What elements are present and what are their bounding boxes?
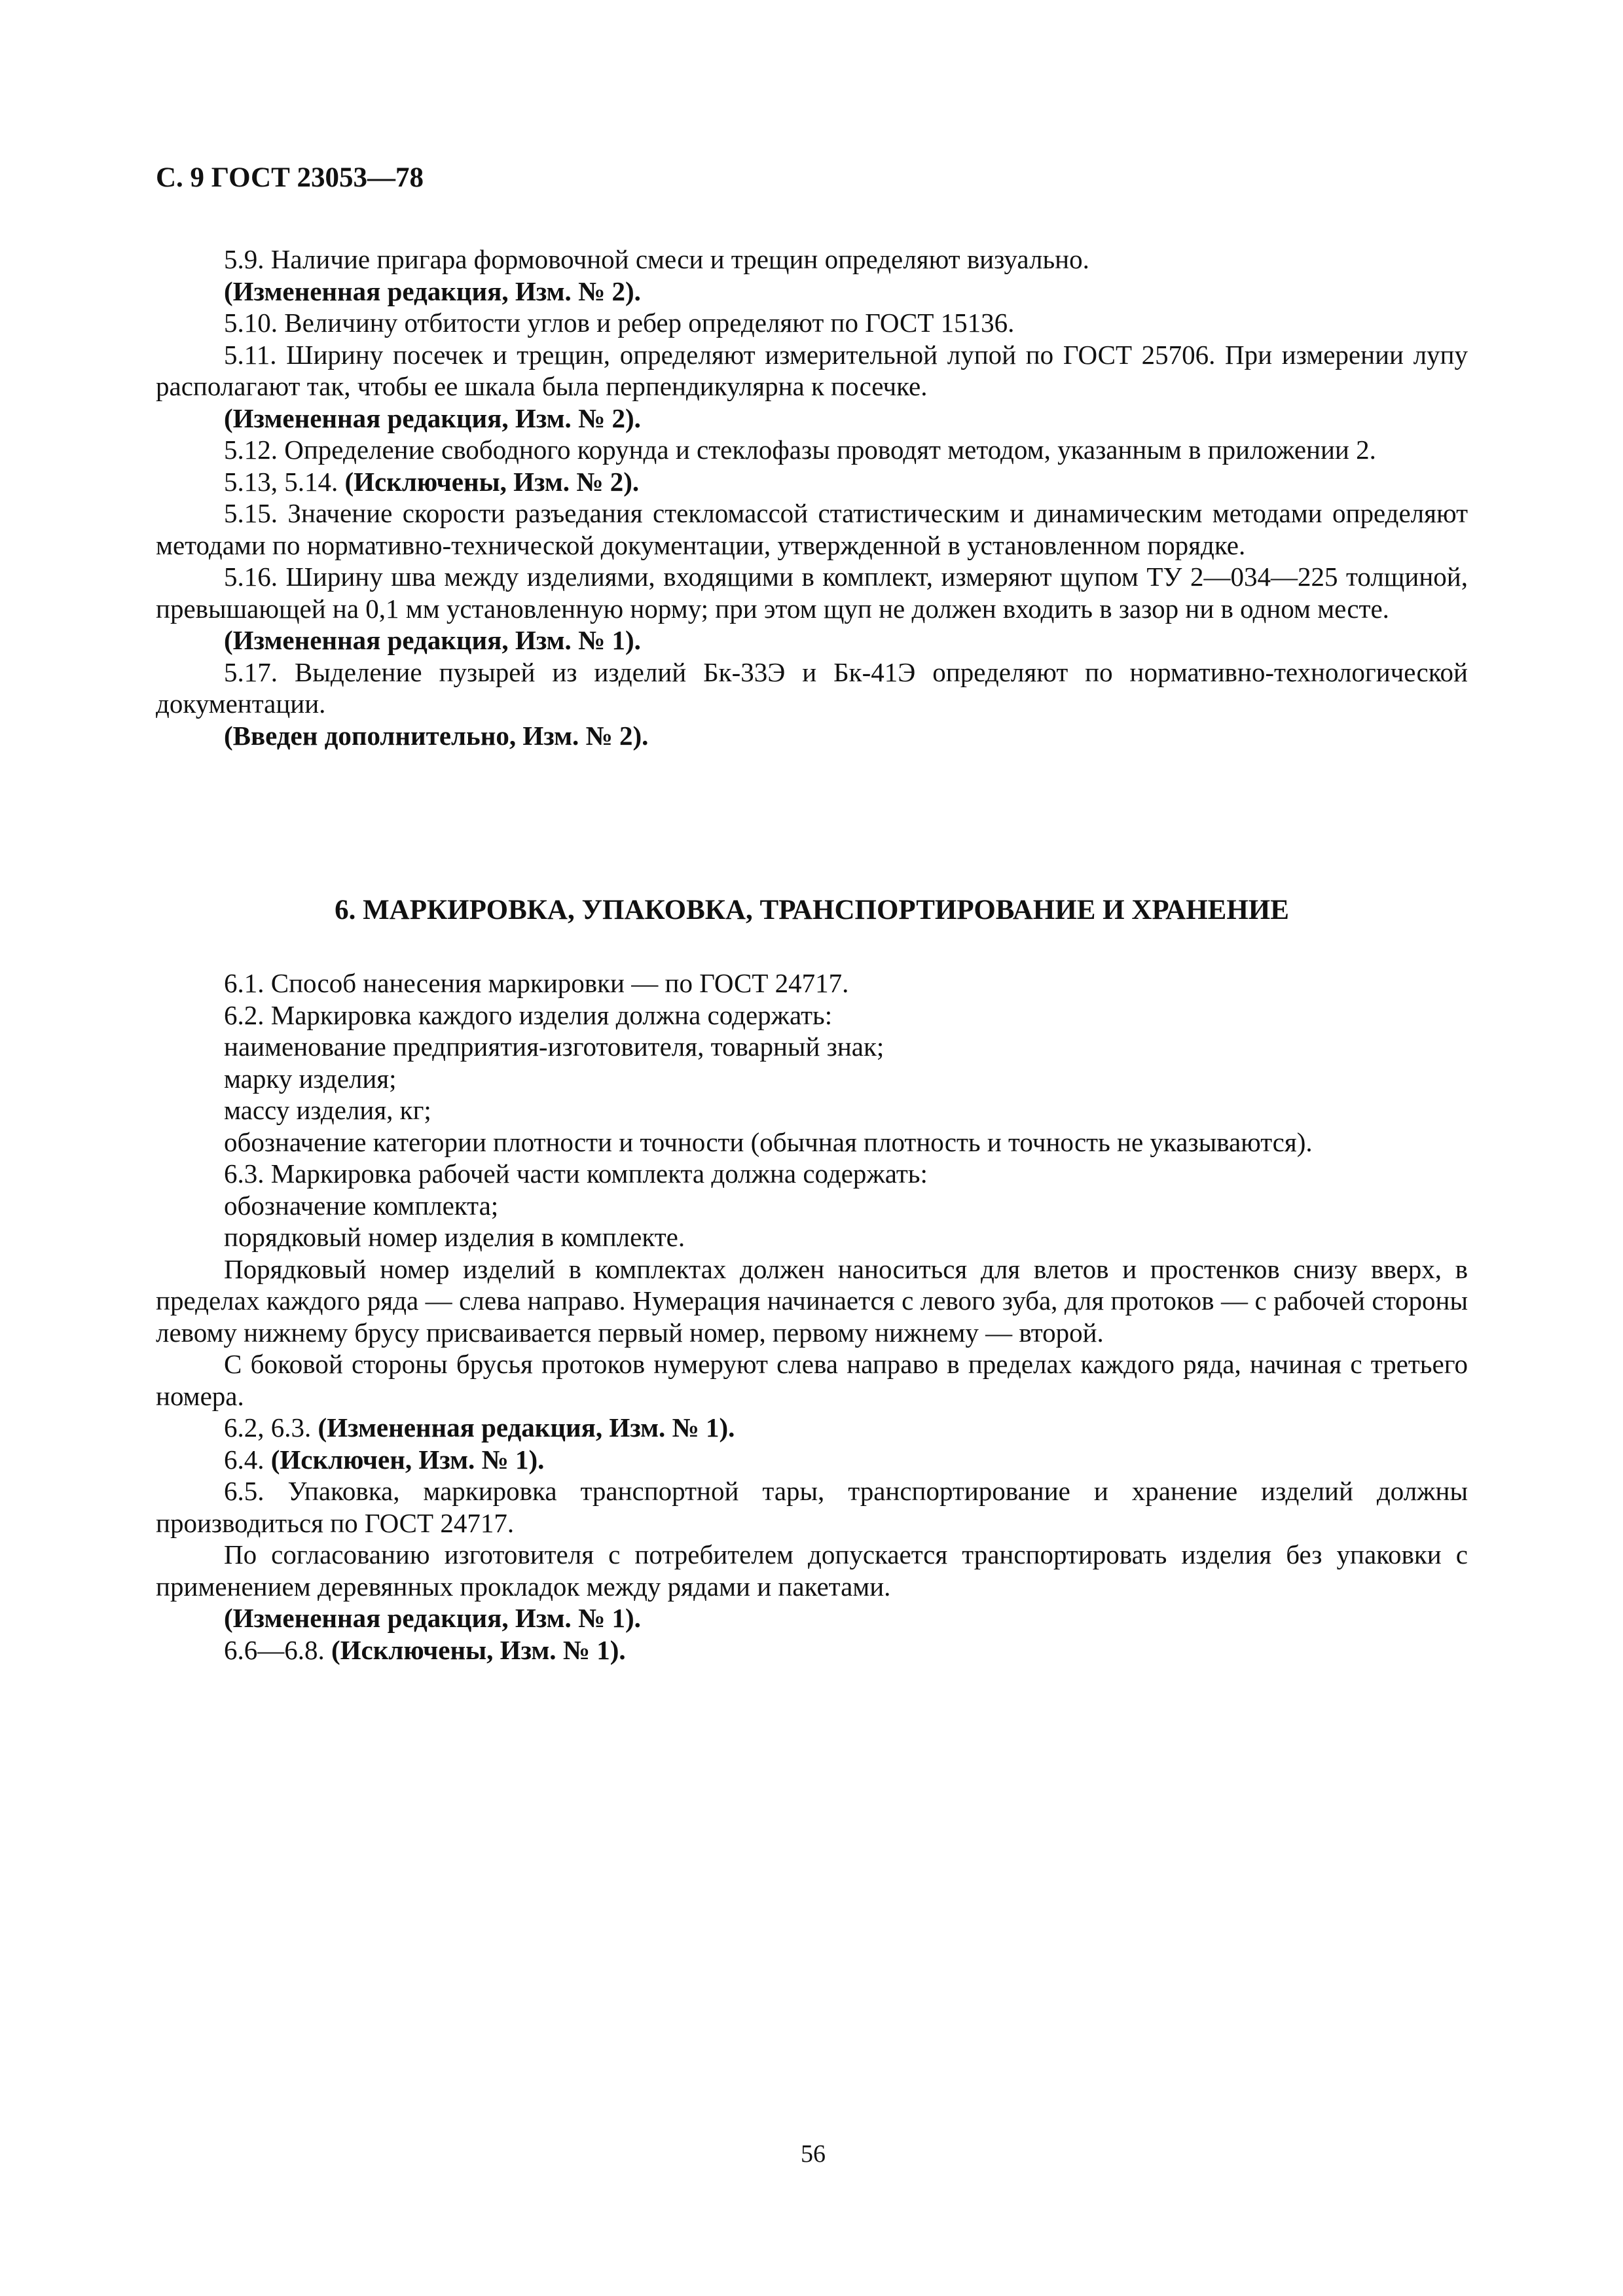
amendment-note-text: (Измененная редакция, Изм. № 1). [318, 1412, 735, 1443]
list-item: обозначение категории плотности и точности (обычная плотность и точность не указываются). [224, 1126, 1313, 1157]
amendment-note-text: (Исключены, Изм. № 2). [344, 466, 640, 497]
amendment-note-text: (Измененная редакция, Изм. № 2). [224, 403, 641, 433]
paragraph-5-9: 5.9. Наличие пригара формовочной смеси и трещин определяют визуально. [224, 244, 1089, 274]
section-6-title: 6. МАРКИРОВКА, УПАКОВКА, ТРАНСПОРТИРОВАНИЕ И ХРАНЕНИЕ [335, 895, 1289, 925]
amendment-note-text: (Введен дополнительно, Изм. № 2). [224, 720, 649, 751]
paragraph-5-10: 5.10. Величину отбитости углов и ребер определяют по ГОСТ 15136. [224, 308, 1015, 338]
amendment-note-text: (Измененная редакция, Изм. № 1). [224, 1603, 641, 1633]
paragraph-number: 6.2, 6.3. [224, 1412, 318, 1443]
paragraph-5-12: 5.12. Определение свободного корунда и стеклофазы проводят методом, указанным в приложении 2. [224, 435, 1376, 465]
section-6-text [156, 967, 1468, 1666]
paragraph-5-15: 5.15. Значение скорости разъедания стекломассой статистическим и динамическим методами определяют методами по нормативно-технической документации, утвержденной в установленном порядке. [156, 498, 1468, 560]
amendment-note [156, 276, 1468, 308]
list-item: обозначение комплекта; [224, 1190, 499, 1221]
amendment-note-text: (Измененная редакция, Изм. № 2). [224, 276, 641, 306]
section-5-text [156, 243, 1468, 751]
paragraph-number: 5.13, 5.14. [224, 466, 345, 497]
paragraph-6-3: 6.3. Маркировка рабочей части комплекта должна содержать: [224, 1158, 928, 1189]
paragraph-6-6-6-8 [156, 1634, 1468, 1666]
list-item: порядковый номер изделия в комплекте. [224, 1222, 685, 1252]
paragraph-5-16: 5.16. Ширину шва между изделиями, входящими в комплект, измеряют щупом ТУ 2—034—225 толщиной, превышающей на 0,1 мм установленную норму; при этом щуп не должен входить в зазор ни в одном месте. [156, 562, 1468, 624]
paragraph-5-13-5-14 [156, 466, 1468, 498]
paragraph-5-17: 5.17. Выделение пузырей из изделий Бк-33Э и Бк-41Э определяют по нормативно-технологической документации. [156, 656, 1468, 719]
paragraph-text: По согласованию изготовителя с потребителем допускается транспортировать изделия без упаковки с применением деревянных прокладок между рядами и пакетами. [156, 1539, 1468, 1602]
paragraph-text: С боковой стороны брусья протоков нумеруют слева направо в пределах каждого ряда, начиная с третьего номера. [156, 1349, 1468, 1411]
page-header: С. 9 ГОСТ 23053—78 [156, 162, 424, 193]
paragraph-number: 6.6—6.8. [224, 1634, 331, 1665]
amendment-note-text: (Исключены, Изм. № 1). [331, 1634, 626, 1665]
paragraph-6-2: 6.2. Маркировка каждого изделия должна содержать: [224, 999, 833, 1030]
amendment-note [156, 403, 1468, 435]
list-item: массу изделия, кг; [224, 1095, 431, 1125]
paragraph-5-11: 5.11. Ширину посечек и трещин, определяют измерительной лупой по ГОСТ 25706. При измерении лупу располагают так, чтобы ее шкала была перпендикулярна к посечке. [156, 339, 1468, 401]
paragraph-text: Порядковый номер изделий в комплектах должен наноситься для влетов и простенков снизу вверх, в пределах каждого ряда — слева направо. Нумерация начинается с левого зуба, для протоков — с рабочей стороны левому нижнему брусу присваивается первый номер, первому нижнему — второй. [156, 1253, 1468, 1348]
amendment-note-text: (Измененная редакция, Изм. № 1). [224, 625, 641, 655]
paragraph-6-5: 6.5. Упаковка, маркировка транспортной тары, транспортирование и хранение изделий должны производиться по ГОСТ 24717. [156, 1476, 1468, 1538]
list-item: наименование предприятия-изготовителя, товарный знак; [224, 1031, 884, 1062]
amendment-6-2-6-3 [156, 1412, 1468, 1444]
paragraph-6-4 [156, 1444, 1468, 1476]
amendment-note [156, 720, 1468, 752]
amendment-note [156, 1602, 1468, 1634]
paragraph-number: 6.4. [224, 1444, 271, 1475]
paragraph-6-1: 6.1. Способ нанесения маркировки — по ГОСТ 24717. [224, 968, 849, 998]
list-item: марку изделия; [224, 1063, 397, 1094]
amendment-note-text: (Исключен, Изм. № 1). [270, 1444, 545, 1475]
page-number: 56 [801, 2140, 826, 2168]
amendment-note [156, 624, 1468, 656]
